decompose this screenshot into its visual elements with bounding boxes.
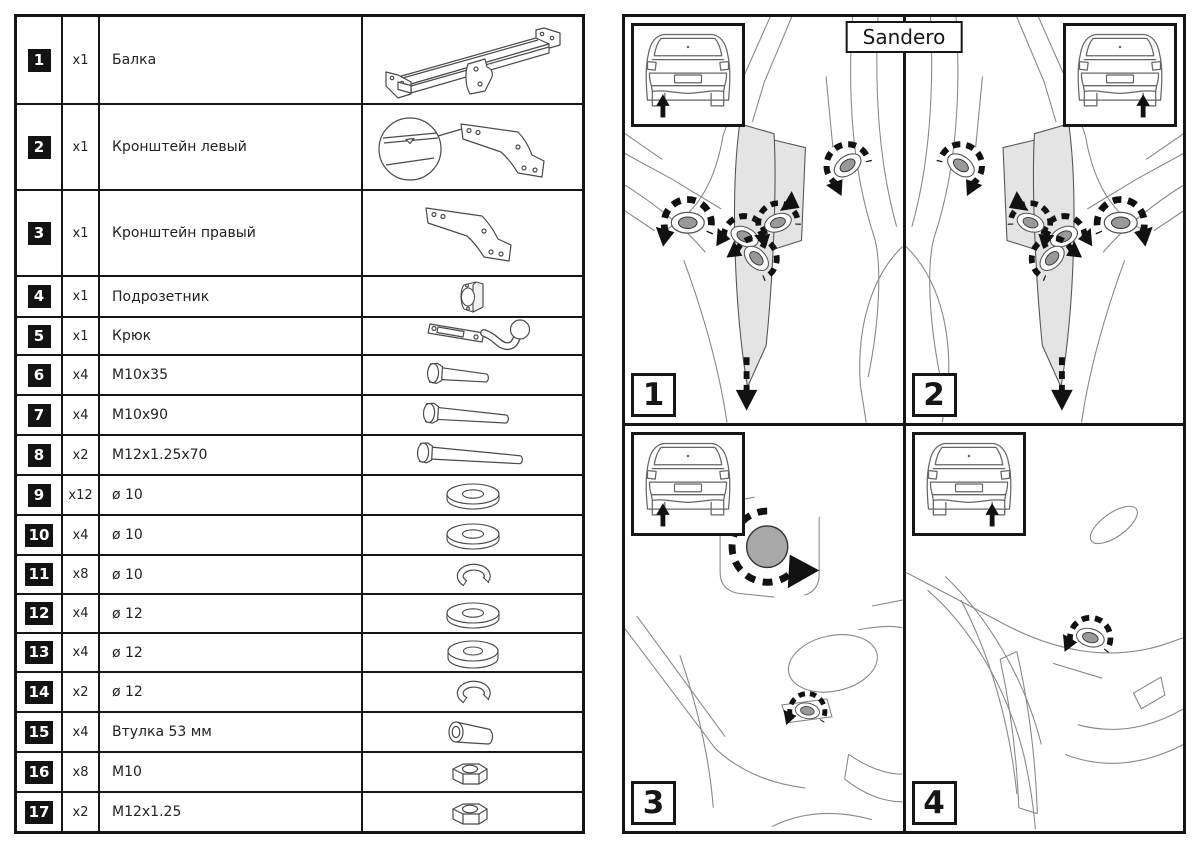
part-quantity: x4 bbox=[63, 356, 100, 394]
washer-spring-icon bbox=[363, 556, 582, 593]
parts-table-row bbox=[17, 436, 582, 476]
part-quantity: x2 bbox=[63, 436, 100, 474]
part-number-badge: 1 bbox=[28, 49, 51, 72]
part-quantity: x12 bbox=[63, 476, 100, 514]
parts-table-row bbox=[17, 634, 582, 673]
part-name: M12x1.25 bbox=[100, 793, 363, 831]
washer-flat-icon bbox=[363, 476, 582, 514]
parts-table bbox=[14, 14, 585, 834]
step-panel-4 bbox=[906, 426, 1184, 832]
bolt-medium-icon bbox=[363, 396, 582, 434]
part-name: ø 10 bbox=[100, 516, 363, 554]
washer-spring-icon bbox=[363, 673, 582, 711]
steps-grid bbox=[625, 17, 1183, 831]
part-name: ø 12 bbox=[100, 673, 363, 711]
car-rear-icon bbox=[634, 435, 742, 533]
car-rear-view-inset bbox=[1063, 23, 1177, 127]
part-number-cell bbox=[17, 476, 63, 514]
part-quantity: x1 bbox=[63, 191, 100, 275]
part-name: M12x1.25x70 bbox=[100, 436, 363, 474]
part-number-cell bbox=[17, 713, 63, 751]
parts-table-row bbox=[17, 556, 582, 595]
part-name: ø 10 bbox=[100, 556, 363, 593]
part-number-cell bbox=[17, 396, 63, 434]
bolt-long-icon bbox=[363, 436, 582, 474]
part-name: Втулка 53 мм bbox=[100, 713, 363, 751]
part-number-cell bbox=[17, 191, 63, 275]
part-number-badge: 4 bbox=[28, 285, 51, 308]
parts-table-row bbox=[17, 793, 582, 831]
part-number-badge: 9 bbox=[28, 484, 51, 507]
part-name: M10x90 bbox=[100, 396, 363, 434]
part-quantity: x8 bbox=[63, 556, 100, 593]
step-number-badge: 3 bbox=[631, 781, 676, 825]
parts-table-row bbox=[17, 17, 582, 105]
hex-nut-icon bbox=[363, 753, 582, 791]
part-number-badge: 2 bbox=[28, 136, 51, 159]
car-rear-view-inset bbox=[631, 432, 745, 536]
part-number-cell bbox=[17, 17, 63, 103]
sleeve-icon bbox=[363, 713, 582, 751]
parts-table-row bbox=[17, 318, 582, 356]
part-quantity: x1 bbox=[63, 277, 100, 316]
part-number-cell bbox=[17, 318, 63, 354]
part-number-badge: 15 bbox=[25, 721, 54, 744]
part-quantity: x4 bbox=[63, 595, 100, 632]
car-rear-view-inset bbox=[912, 432, 1026, 536]
parts-table-row bbox=[17, 516, 582, 556]
part-name: ø 12 bbox=[100, 595, 363, 632]
part-name: Кронштейн левый bbox=[100, 105, 363, 189]
car-rear-icon bbox=[1066, 26, 1174, 124]
beam-icon bbox=[363, 17, 582, 103]
installation-steps-page bbox=[622, 14, 1186, 834]
part-number-badge: 17 bbox=[25, 801, 54, 824]
part-number-cell bbox=[17, 634, 63, 671]
part-name: M10 bbox=[100, 753, 363, 791]
part-number-badge: 3 bbox=[28, 222, 51, 245]
car-rear-view-inset bbox=[631, 23, 745, 127]
part-name: Крюк bbox=[100, 318, 363, 354]
step-panel-2 bbox=[906, 17, 1184, 423]
part-number-badge: 10 bbox=[25, 524, 54, 547]
parts-table-row bbox=[17, 105, 582, 191]
parts-table-row bbox=[17, 673, 582, 713]
part-number-badge: 13 bbox=[25, 641, 54, 664]
part-quantity: x4 bbox=[63, 516, 100, 554]
part-name: Подрозетник bbox=[100, 277, 363, 316]
part-number-cell bbox=[17, 356, 63, 394]
parts-table-row bbox=[17, 713, 582, 753]
part-quantity: x4 bbox=[63, 634, 100, 671]
part-number-badge: 7 bbox=[28, 404, 51, 427]
part-number-cell bbox=[17, 793, 63, 831]
part-number-badge: 11 bbox=[25, 563, 54, 586]
part-number-badge: 6 bbox=[28, 364, 51, 387]
car-rear-icon bbox=[634, 26, 742, 124]
part-quantity: x1 bbox=[63, 105, 100, 189]
part-number-cell bbox=[17, 753, 63, 791]
washer-flat-icon bbox=[363, 595, 582, 632]
part-quantity: x4 bbox=[63, 713, 100, 751]
washer-flat-icon bbox=[363, 516, 582, 554]
part-number-badge: 8 bbox=[28, 444, 51, 467]
part-name: ø 10 bbox=[100, 476, 363, 514]
step-panel-1 bbox=[625, 17, 903, 423]
part-number-cell bbox=[17, 673, 63, 711]
part-name: Кронштейн правый bbox=[100, 191, 363, 275]
parts-table-row bbox=[17, 595, 582, 634]
socket-plate-icon bbox=[363, 277, 582, 316]
parts-table-row bbox=[17, 753, 582, 793]
parts-table-row bbox=[17, 396, 582, 436]
part-quantity: x8 bbox=[63, 753, 100, 791]
part-number-cell bbox=[17, 595, 63, 632]
part-quantity: x1 bbox=[63, 17, 100, 103]
bolt-short-icon bbox=[363, 356, 582, 394]
part-number-badge: 16 bbox=[25, 761, 54, 784]
part-quantity: x4 bbox=[63, 396, 100, 434]
car-rear-icon bbox=[915, 435, 1023, 533]
parts-table-row bbox=[17, 277, 582, 318]
parts-table-row bbox=[17, 476, 582, 516]
part-name: ø 12 bbox=[100, 634, 363, 671]
part-name: Балка bbox=[100, 17, 363, 103]
parts-table-row bbox=[17, 191, 582, 277]
part-number-cell bbox=[17, 436, 63, 474]
bracket-right-icon bbox=[363, 191, 582, 275]
step-panel-3 bbox=[625, 426, 903, 832]
step-number-badge: 4 bbox=[912, 781, 957, 825]
step-number-badge: 2 bbox=[912, 373, 957, 417]
part-quantity: x2 bbox=[63, 673, 100, 711]
part-number-badge: 14 bbox=[25, 681, 54, 704]
part-number-cell bbox=[17, 277, 63, 316]
part-number-cell bbox=[17, 105, 63, 189]
tow-hook-icon bbox=[363, 318, 582, 354]
washer-thick-icon bbox=[363, 634, 582, 671]
part-name: M10x35 bbox=[100, 356, 363, 394]
part-number-badge: 5 bbox=[28, 325, 51, 348]
part-quantity: x2 bbox=[63, 793, 100, 831]
bracket-left-icon bbox=[363, 105, 582, 189]
part-number-badge: 12 bbox=[25, 602, 54, 625]
step-number-badge: 1 bbox=[631, 373, 676, 417]
parts-table-row bbox=[17, 356, 582, 396]
part-number-cell bbox=[17, 556, 63, 593]
part-number-cell bbox=[17, 516, 63, 554]
hex-nut-icon bbox=[363, 793, 582, 831]
model-title: Sandero bbox=[846, 21, 963, 53]
part-quantity: x1 bbox=[63, 318, 100, 354]
